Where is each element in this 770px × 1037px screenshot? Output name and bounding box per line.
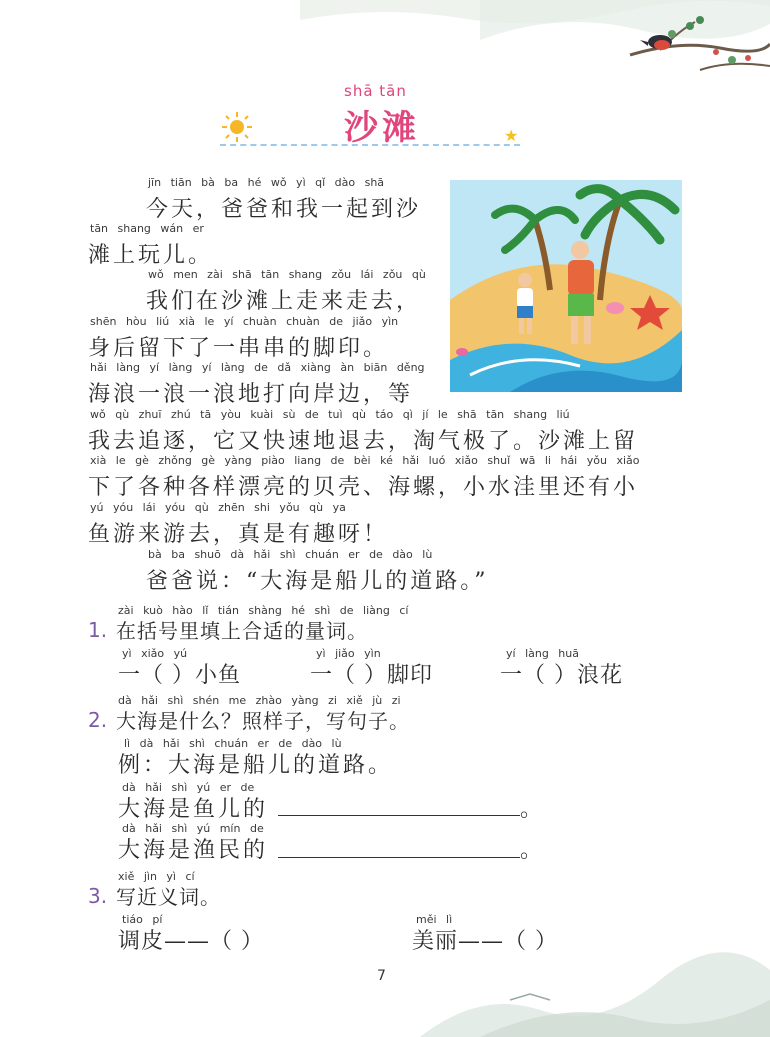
title-pinyin: shā tān bbox=[344, 82, 407, 100]
q2-s1-answer-line[interactable] bbox=[278, 814, 520, 816]
q2-s1: 大海是鱼儿的 bbox=[118, 797, 269, 822]
lesson-title bbox=[220, 82, 520, 152]
beach-illustration bbox=[450, 180, 682, 392]
pinyin: hǎi làng yí làng yí làng de dǎ xiàng àn biān děng bbox=[90, 361, 425, 374]
title-text: 沙滩 bbox=[344, 108, 420, 148]
text: 我去追逐，它又快速地退去，淘气极了。沙滩上留 bbox=[88, 429, 639, 454]
q2-s2-answer-line[interactable] bbox=[278, 856, 520, 858]
text: 下了各种各样漂亮的贝壳、海螺，小水洼里还有小 bbox=[88, 475, 639, 500]
page-number: 7 bbox=[377, 968, 386, 984]
q3-w1[interactable]: 调皮——（ ） bbox=[118, 929, 264, 954]
text: 我们在沙滩上走来走去， bbox=[146, 289, 422, 314]
q3-pinyin: xiě jìn yì cí bbox=[118, 870, 195, 883]
star-icon: ★ bbox=[504, 126, 519, 145]
pinyin: xià le gè zhǒng gè yàng piào liang de bèi ké hǎi luó xiǎo shuǐ wā li hái yǒu xiǎo bbox=[90, 454, 640, 467]
q1-item-pinyin: yì xiǎo yú bbox=[122, 647, 188, 660]
text: 今天，爸爸和我一起到沙 bbox=[146, 197, 422, 222]
q1-item-pinyin: yì jiǎo yìn bbox=[316, 647, 381, 660]
q2-example: 例：大海是船儿的道路。 bbox=[118, 753, 394, 778]
q2-s2-period: 。 bbox=[520, 838, 546, 863]
text: 滩上玩儿。 bbox=[88, 243, 214, 268]
q3-text: 写近义词。 bbox=[116, 885, 221, 909]
q3-w2[interactable]: 美丽——（ ） bbox=[412, 929, 558, 954]
q2-s1-pinyin: dà hǎi shì yú er de bbox=[122, 781, 255, 794]
q2-text: 大海是什么？照样子，写句子。 bbox=[116, 709, 410, 733]
text: 鱼游来游去，真是有趣呀！ bbox=[88, 522, 389, 547]
sun-icon bbox=[220, 110, 254, 144]
q2-s2: 大海是渔民的 bbox=[118, 838, 269, 863]
q2-s2-pinyin: dà hǎi shì yú mín de bbox=[122, 822, 264, 835]
q1-item[interactable]: 一（ ）小鱼 bbox=[118, 663, 241, 688]
q2-s1-period: 。 bbox=[520, 797, 546, 822]
q1-item[interactable]: 一（ ）脚印 bbox=[310, 663, 433, 688]
pinyin: wǒ qù zhuī zhú tā yòu kuài sù de tuì qù táo qì jí le shā tān shang liú bbox=[90, 408, 570, 421]
text: 海浪一浪一浪地打向岸边，等 bbox=[88, 382, 414, 407]
q3-w2-pinyin: měi lì bbox=[416, 913, 453, 926]
q2-number: 2. bbox=[88, 708, 108, 732]
pinyin: bà ba shuō dà hǎi shì chuán er de dào lù bbox=[148, 548, 433, 561]
pinyin: jīn tiān bà ba hé wǒ yì qǐ dào shā bbox=[148, 176, 385, 189]
q3-w1-pinyin: tiáo pí bbox=[122, 913, 163, 926]
q1-text: 在括号里填上合适的量词。 bbox=[116, 619, 368, 643]
q1-item-pinyin: yí làng huā bbox=[506, 647, 579, 660]
text: 爸爸说：“大海是船儿的道路。” bbox=[146, 569, 489, 594]
q1-number: 1. bbox=[88, 618, 108, 642]
title-dashed-line bbox=[220, 144, 520, 146]
pinyin: wǒ men zài shā tān shang zǒu lái zǒu qù bbox=[148, 268, 426, 281]
q3-number: 3. bbox=[88, 884, 108, 908]
pinyin: tān shang wán er bbox=[90, 222, 204, 235]
q2-pinyin: dà hǎi shì shén me zhào yàng zi xiě jù zi bbox=[118, 694, 401, 707]
q2-example-pinyin: lì dà hǎi shì chuán er de dào lù bbox=[124, 737, 342, 750]
q1-pinyin: zài kuò hào lǐ tián shàng hé shì de liàng cí bbox=[118, 604, 409, 617]
pinyin: shēn hòu liú xià le yí chuàn chuàn de jiǎo yìn bbox=[90, 315, 399, 328]
q1-item[interactable]: 一（ ）浪花 bbox=[500, 663, 623, 688]
text: 身后留下了一串串的脚印。 bbox=[88, 336, 389, 361]
pinyin: yú yóu lái yóu qù zhēn shi yǒu qù ya bbox=[90, 501, 346, 514]
